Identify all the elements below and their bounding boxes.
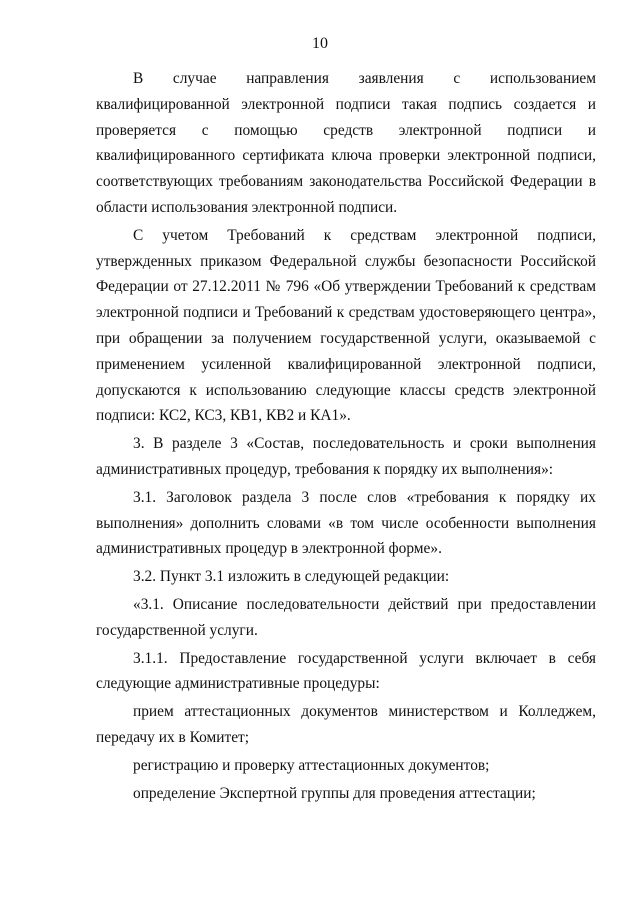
paragraph-3-2: 3.2. Пункт 3.1 изложить в следующей редакции: xyxy=(133,568,450,586)
paragraph-section-3: 3. В разделе 3 «Состав, последовательность и сроки выполнения административных процедур, требования к порядку их выполнения»: xyxy=(96,435,596,478)
list-item-expert-group: определение Экспертной группы для проведения аттестации; xyxy=(133,784,536,802)
paragraph-3-1-1: 3.1.1. Предоставление государственной услуги включает в себя следующие административные процедуры: xyxy=(96,649,596,693)
list-item-registration: регистрацию и проверку аттестационных документов; xyxy=(133,756,490,774)
paragraph-3-1-description: «3.1. Описание последовательности действий при предоставлении государственной услуги. xyxy=(96,595,596,639)
document-body xyxy=(96,66,596,806)
list-item-reception: прием аттестационных документов министерством и Колледжем, передачу их в Комитет; xyxy=(96,703,596,746)
paragraph-3-1: 3.1. Заголовок раздела 3 после слов «требования к порядку их выполнения» дополнить словами «в том числе особенности выполнения административных процедур в электронной форме». xyxy=(96,488,596,558)
paragraph-electronic-signature: В случае направления заявления с использованием квалифицированной электронной подписи такая подпись создается и проверяется с помощью средств электронной подписи и квалифицированного сертификата ключа проверки электронной подписи, соответствующих требованиям законодательства Российской Федерации в области использования электронной подписи. xyxy=(96,70,596,216)
paragraph-signature-requirements: С учетом Требований к средствам электронной подписи, утвержденных приказом Федеральной службы безопасности Российской Федерации от 27.12.2011 № 796 «Об утверждении Требований к средствам электронной подписи и Требований к средствам удостоверяющего центра», при обращении за получением государственной услуги, оказываемой с применением усиленной квалифицированной электронной подписи, допускаются к использованию следующие классы средств электронной подписи: КС2, КС3, КВ1, КВ2 и КА1». xyxy=(96,226,596,425)
page-number: 10 xyxy=(312,35,328,52)
